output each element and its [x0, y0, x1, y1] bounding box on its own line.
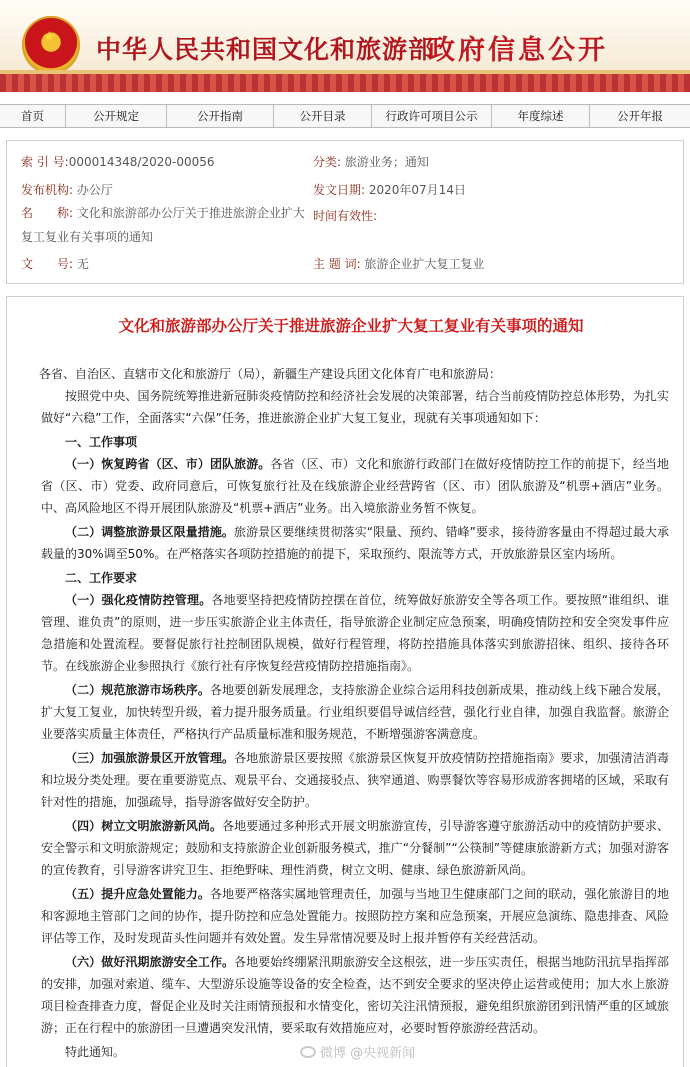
- notice-article: [6, 296, 684, 1067]
- intro-paragraph: 按照党中央、国务院统筹推进新冠肺炎疫情防控和经济社会发展的决策部署，结合当前疫情防控总体形势，为扎实做好“六稳”工作，全面落实“六保”任务，推进旅游企业扩大复工复业，现就有关事项通知如下：: [41, 389, 669, 425]
- validity-field: [313, 207, 377, 224]
- nav-disclosure-catalog[interactable]: 公开目录: [274, 105, 372, 127]
- date-value: 2020年07月14日: [368, 183, 466, 197]
- item-1-2-lead: （二）调整旅游景区限量措施。: [65, 525, 234, 539]
- docno-value: 无: [76, 257, 89, 271]
- item-2-5: [41, 883, 669, 949]
- national-emblem-icon: ★: [22, 16, 80, 74]
- nav-annual-report[interactable]: 公开年报: [617, 109, 663, 123]
- document-metadata: [6, 140, 684, 284]
- item-2-4-body: 各地要通过多种形式开展文明旅游宣传，引导游客遵守旅游活动中的疫情防护要求、安全警示和文明旅游规定；鼓励和支持旅游企业创新服务模式，推广“分餐制”“公筷制”等健康旅游新方式；加强对游客的宣传教育，引导游客讲究卫生、拒绝野味、理性消费，树立文明、健康、绿色旅游新风尚。: [41, 819, 669, 877]
- name-value: 文化和旅游部办公厅关于推进旅游企业扩大复工复业有关事项的通知: [21, 206, 305, 244]
- item-1-1-body: 各省（区、市）文化和旅游行政部门在做好疫情防控工作的前提下，经当地省（区、市）党委、政府同意后，可恢复旅行社及在线旅游企业经营跨省（区、市）团队旅游及“机票+酒店”业务。中、高风险地区不得开展团队旅游及“机票+酒店”业务。出入境旅游业务暂不恢复。: [41, 457, 669, 515]
- section-heading-1: 一、工作事项: [65, 435, 138, 449]
- site-subtitle: 政府信息公开: [428, 35, 608, 66]
- item-2-2-body: 各地要创新发展理念，支持旅游企业综合运用科技创新成果，推动线上线下融合发展，扩大复工复业，加快转型升级，着力提升服务质量。行业组织要倡导诚信经营，强化行业自律，加强自我监督。旅游企业要落实质量主体责任，严格执行产品质量标准和服务规范，不断增强游客满意度。: [41, 683, 669, 741]
- category-value: 旅游业务；通知: [344, 155, 429, 169]
- item-2-1-lead: （一）强化疫情防控管理。: [65, 593, 212, 607]
- index-value: 000014348/2020-00056: [68, 155, 215, 169]
- decorative-pattern: [0, 74, 690, 92]
- article-title: 文化和旅游部办公厅关于推进旅游企业扩大复工复业有关事项的通知: [118, 317, 584, 335]
- nav-annual-review[interactable]: 年度综述: [492, 105, 590, 127]
- item-2-2: [41, 679, 669, 745]
- docno-field: [21, 255, 89, 272]
- item-2-3-lead: （三）加强旅游景区开放管理。: [65, 751, 235, 765]
- item-2-6: [41, 951, 669, 1039]
- watermark-text: 微博 @央视新闻: [320, 1046, 416, 1061]
- name-label: 名 称:: [21, 206, 74, 220]
- addressee: 各省、自治区、直辖市文化和旅游厅（局），新疆生产建设兵团文化体育广电和旅游局：: [39, 367, 502, 381]
- item-1-2-body: 旅游景区要继续贯彻落实“限量、预约、错峰”要求，接待游客量由不得超过最大承载量的30%调至50%。在严格落实各项防控措施的前提下，采取预约、限流等方式，开放旅游景区室内场所。: [41, 525, 669, 561]
- nav-disclosure-rules[interactable]: 公开规定: [66, 105, 167, 127]
- category-field: [313, 153, 429, 170]
- weibo-watermark: [300, 1042, 415, 1061]
- nav-disclosure-guide[interactable]: 公开指南: [167, 105, 274, 127]
- issuer-label: 发布机构:: [21, 183, 74, 197]
- item-1-1-lead: （一）恢复跨省（区、市）团队旅游。: [65, 457, 271, 471]
- subject-field: [313, 255, 485, 272]
- nav-license-projects[interactable]: 行政许可项目公示: [372, 105, 492, 127]
- item-2-6-lead: （六）做好汛期旅游安全工作。: [65, 955, 235, 969]
- item-1-2: [41, 521, 669, 565]
- validity-label: 时间有效性:: [313, 209, 378, 223]
- item-2-5-body: 各地要严格落实属地管理责任，加强与当地卫生健康部门之间的联动，强化旅游目的地和客源地主管部门之间的协作，提升防控和应急处置能力。按照防控方案和应急预案，开展应急演练、隐患排查、风险评估等工作，及时发现苗头性问题并有效处置。发生异常情况要及时上报并暂停有关经营活动。: [41, 887, 669, 945]
- issuer-field: [21, 181, 113, 198]
- item-2-3-body: 各地旅游景区要按照《旅游景区恢复开放疫情防控措施指南》要求，加强清洁消毒和垃圾分类处理。要在重要游览点、观景平台、交通接驳点、狭窄通道、购票餐饮等容易形成游客拥堵的区域，采取有针对性的措施，加强疏导，指导游客做好安全防护。: [41, 751, 669, 809]
- item-2-1: [41, 589, 669, 677]
- item-2-3: [41, 747, 669, 813]
- section-heading-2: 二、工作要求: [65, 571, 138, 585]
- issuer-value: 办公厅: [76, 183, 113, 197]
- item-1-1: [41, 453, 669, 519]
- item-2-4-lead: （四）树立文明旅游新风尚。: [65, 819, 223, 833]
- date-field: [313, 181, 466, 198]
- docno-label: 文 号:: [21, 257, 74, 271]
- item-2-4: [41, 815, 669, 881]
- date-label: 发文日期:: [313, 183, 366, 197]
- category-label: 分类:: [313, 155, 342, 169]
- main-nav: [0, 104, 690, 128]
- item-2-6-body: 各地要始终绷紧汛期旅游安全这根弦，进一步压实责任，根据当地防汛抗旱指挥部的安排，加强对索道、缆车、大型游乐设施等设备的安全检查，达不到安全要求的坚决停止运营或使用；加大水上旅游项目检查排查力度，督促企业及时关注雨情预报和水情变化，密切关注汛情预报，避免组织旅游团到汛情严重的区域旅游；正在行程中的旅游团一旦遭遇突发汛情，要采取有效措施应对，必要时暂停旅游经营活动。: [41, 955, 669, 1035]
- weibo-logo-icon: [300, 1046, 316, 1058]
- item-2-5-lead: （五）提升应急处置能力。: [65, 887, 210, 901]
- subject-value: 旅游企业扩大复工复业: [364, 257, 485, 271]
- name-field: [21, 201, 311, 249]
- nav-home[interactable]: 首页: [0, 105, 66, 127]
- closing-line: 特此通知。: [65, 1045, 126, 1059]
- item-2-2-lead: （二）规范旅游市场秩序。: [65, 683, 210, 697]
- ministry-title: 中华人民共和国文化和旅游部: [96, 35, 435, 64]
- item-2-1-body: 各地要坚持把疫情防控摆在首位，统筹做好旅游安全等各项工作。要按照“谁组织、谁管理、谁负责”的原则，进一步压实旅游企业主体责任，指导旅游企业制定应急预案，明确疫情防控和安全突发事件应急措施和处置流程。要督促旅行社控制团队规模，做好行程管理，将防控措施具体落实到旅游招徕、组织、接待各环节。在线旅游企业参照执行《旅行社有序恢复经营疫情防控措施指南》。: [41, 593, 669, 673]
- site-header: [0, 0, 690, 92]
- index-label: 索 引 号:: [21, 155, 69, 169]
- subject-label: 主 题 词:: [313, 257, 361, 271]
- index-field: [21, 153, 215, 170]
